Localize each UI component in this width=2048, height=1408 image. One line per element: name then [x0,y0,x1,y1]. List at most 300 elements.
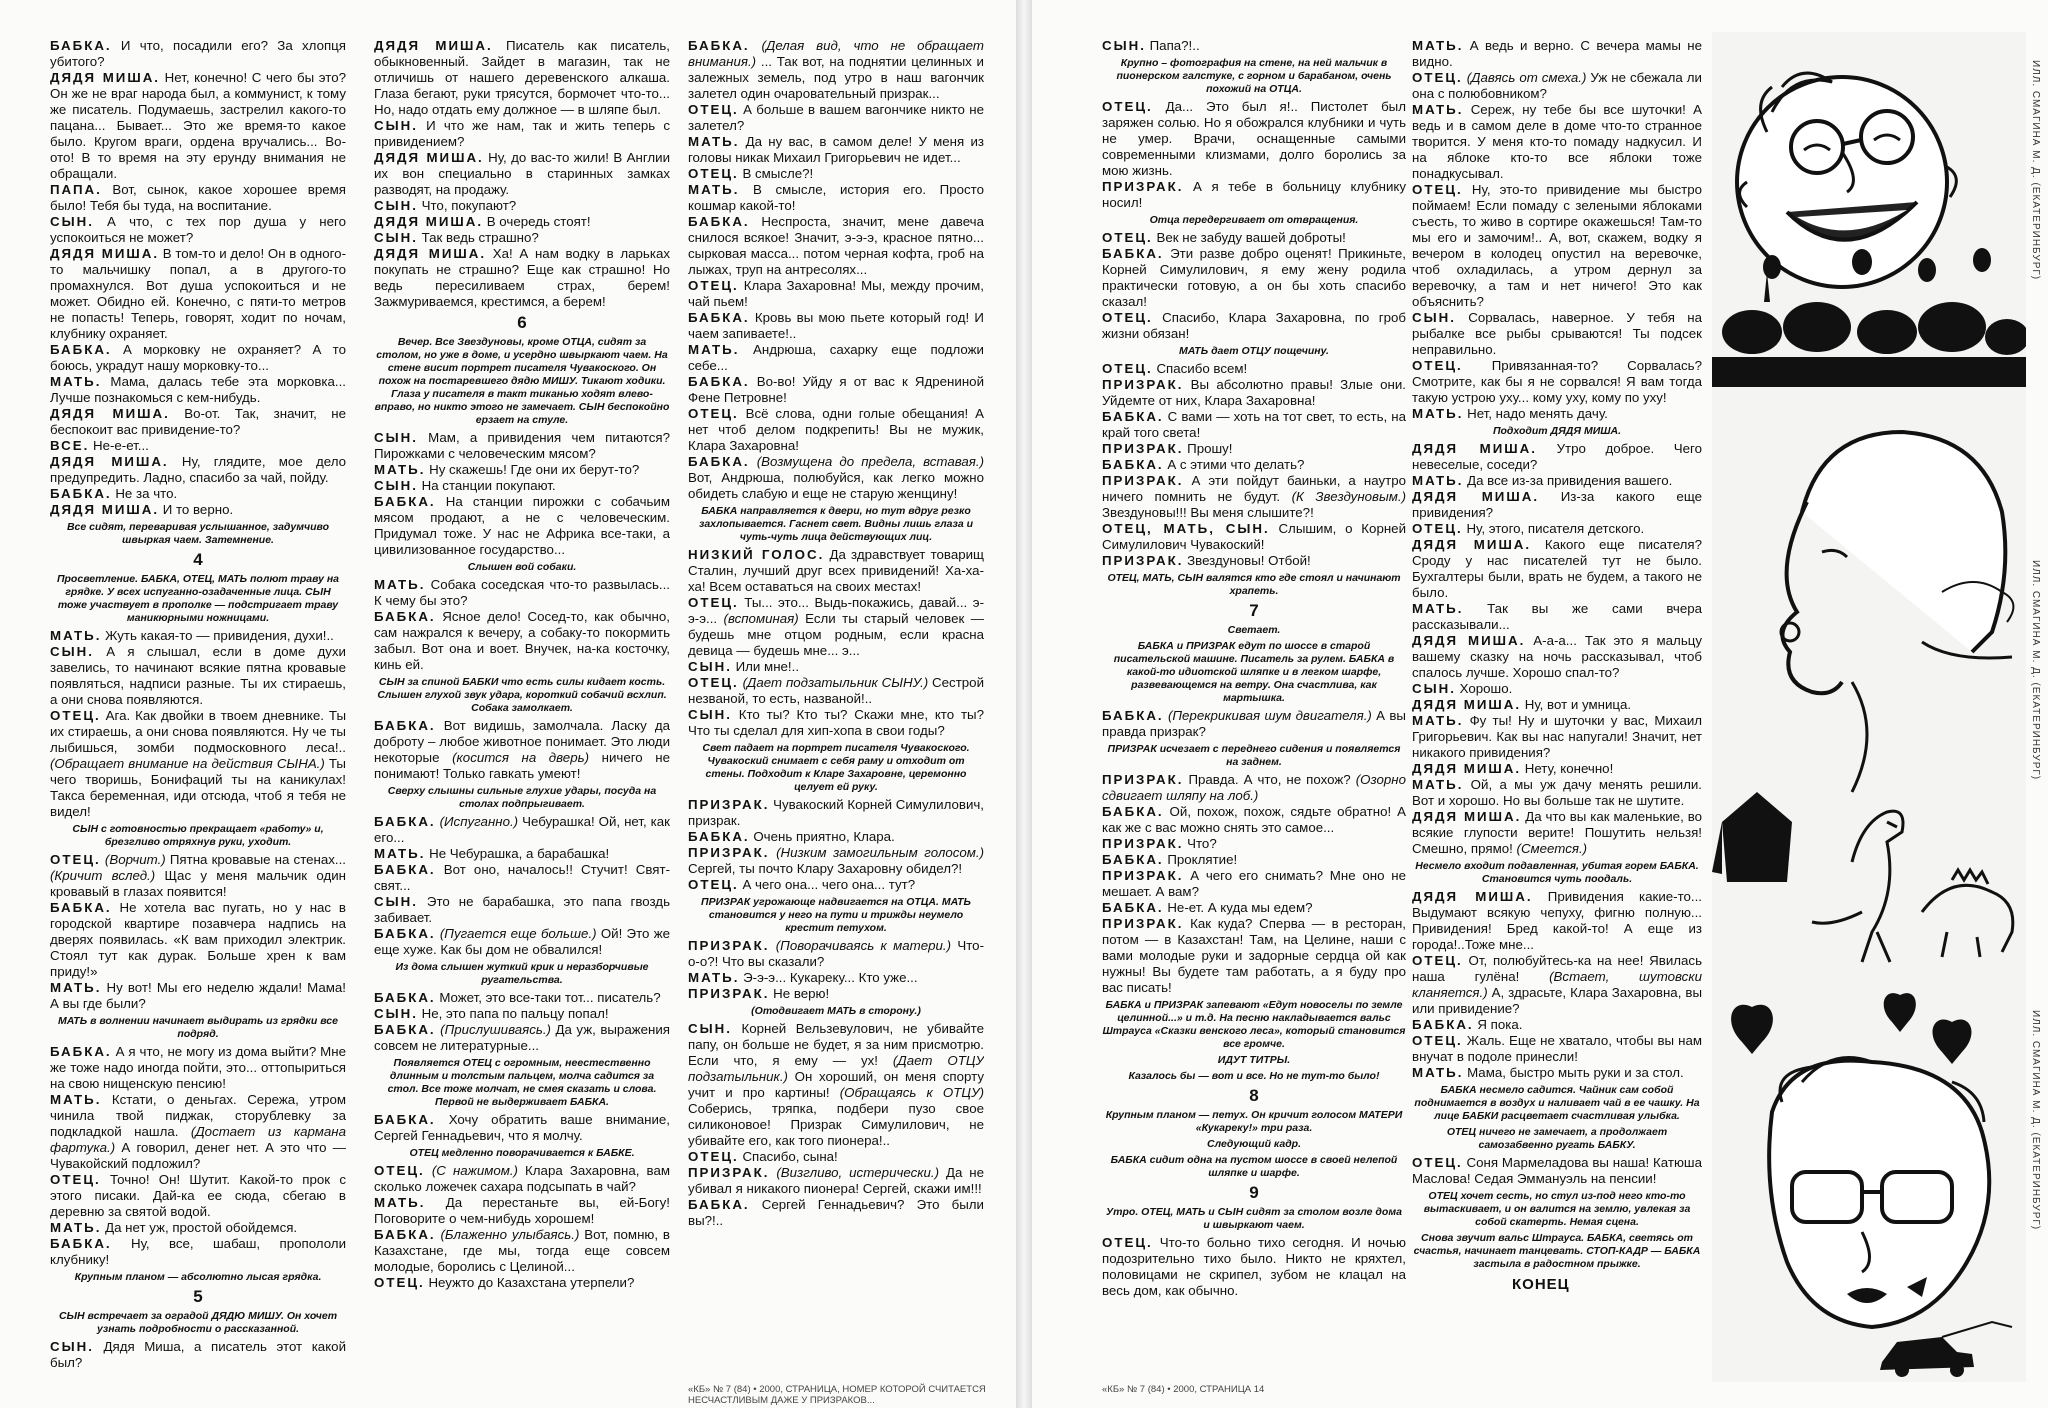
script-line [1102,708,1406,740]
speaker-name: МАТЬ. [1412,406,1464,421]
line-text: Да... Это был я!.. Пистолет был заряжен солью. Но я обожрался клубники и чуть не умер. Врачи, оснащенные самыми современными клизмами, долго боролись за мою жизнь. [1102,99,1406,178]
stage-direction: ПРИЗРАК угрожающе надвигается на ОТЦА. МАТЬ становится у него на пути и трижды неумело крестит петухом. [701,896,971,934]
line-text: Клара Захаровна, вам сколько ложечек сахара подсыпать в чай? [374,1163,670,1194]
script-line [50,644,346,708]
line-text: А ведь и верно. С вечера мамы не видно. [1412,38,1702,69]
line-text: Сестрой незваной, то есть, названой!.. [688,675,984,706]
script-line [50,486,346,502]
speaker-name: БАБКА. [1102,409,1164,424]
stage-direction-inline: (вспоминая) [723,611,799,626]
line-text: Андрюша, сахарку еще подложи себе... [688,342,984,373]
stage-direction-inline: (Обращает внимание на действия СЫНА.) [50,756,325,771]
script-line [374,150,670,198]
line-text: Ну, до вас-то жили! В Англии их вон специально в старинных замках разводят, на продажу. [374,150,670,197]
speaker-name: БАБКА. [688,38,750,53]
line-text: Ну, это-то привидение мы быстро поймаем! Если помаду с зелеными яблоками съесть, то живо в сортире окажешься! Там-то мы его и замочим!.. А, вот, скажем, водку я вечером в колодец опустил на веревочке, чтоб охладилась, а утром дернул за веревочку, а там и нет ничего! Это как объяснить? [1412,182,1702,309]
stage-direction-inline: (К Звездуновым.) [1291,489,1406,504]
script-line [1102,441,1406,457]
speaker-name: ОТЕЦ. [1412,358,1463,373]
speaker-name: ДЯДЯ МИША. [1412,489,1540,504]
speaker-name: ДЯДЯ МИША. [1412,889,1533,904]
line-text: Прошу! [1183,441,1233,456]
stage-direction: Крупным планом — абсолютно лысая грядка. [74,1271,322,1283]
stage-direction-inline: (Встает, шутовски кланяется.) [1412,969,1702,1000]
script-line [1102,852,1406,868]
speaker-name: БАБКА. [688,374,750,389]
script-line [50,1172,346,1220]
speaker-name: ДЯДЯ МИША. [1412,537,1532,552]
line-text: Так ведь страшно? [417,230,539,245]
script-line [688,38,984,102]
script-line [688,214,984,278]
speaker-name: ПРИЗРАК. [1102,377,1184,392]
script-line [50,374,346,406]
script-line [688,374,984,406]
line-text: Чебурашка! Ой, нет, как его... [374,814,670,845]
line-text: Неспроста, значит, мене давеча снилося всякое! Значит, э-э-э, красное пятно... сырковая масса... потом черная кофта, гроб на лыжах, труп на антресолях... [688,214,984,277]
speaker-name: ОТЕЦ. [688,595,739,610]
line-text: Ага. Как двойки в твоем дневнике. Ты их стираешь, а они снова появляются. Ну че ты лыбишься, зомби подмосковного леса!.. [50,708,346,755]
script-line [1102,38,1406,54]
line-text: А что, с тех пор душа у него успокоиться не может? [50,214,346,245]
speaker-name: ОТЕЦ. [1102,1235,1153,1250]
script-line [1102,868,1406,900]
speaker-name: ДЯДЯ МИША. [374,38,493,53]
stage-direction: БАБКА сидит одна на пустом шоссе в своей нелепой шляпке и шарфе. [1110,1154,1398,1179]
script-line [374,990,670,1006]
script-line [374,577,670,609]
scene-number: 7 [1249,601,1259,620]
illustration-credit-3: ИЛЛ. СМАГИНА М. Д. (ЕКАТЕРИНБУРГ) [2030,1010,2041,1231]
line-text: В очередь стоят! [483,214,591,229]
speaker-name: ПРИЗРАК. [688,938,770,953]
line-text: Да что вы как маленькие, во всякие глупости верите! Пошутить нельзя! Смешно, прямо! [1412,809,1702,856]
line-text: Писатель как писатель, обыкновенный. Зайдет в магазин, так не отличишь от нашего деревенского алкаша. Глаза бегают, руки трясутся, бормочет что-то... Но, надо отдать ему должное — в шляпе был. [374,38,670,117]
script-line [50,214,346,246]
speaker-name: МАТЬ. [688,970,740,985]
line-text: Что, покупают? [417,198,517,213]
script-line [1412,681,1702,697]
line-text: Кто ты? Кто ты? Скажи мне, кто ты? Что ты сделал для хип-хопа в свои годы? [688,707,984,738]
script-line [374,462,670,478]
stage-direction: Все сидят, переваривая услышанное, задумчиво швыркая чаем. Затемнение. [66,521,330,546]
line-text: Не Чебурашка, а барабашка! [425,846,610,861]
scene-number: 4 [193,550,203,569]
stage-direction-inline: (Прислушиваясь.) [435,1022,551,1037]
speaker-name: БАБКА. [50,342,112,357]
line-text: Как куда? Сперва — в ресторан, потом — в Казахстан! Там, на Целине, наши с вами молодые руки и задорные сердца ой как нужны! Вы будете там работать, а я буду про вас писать! [1102,916,1406,995]
script-line [374,118,670,150]
right-column-1 [1102,38,1406,1370]
line-text: Что-о-о?! Что вы сказали? [688,938,984,969]
speaker-name: ДЯДЯ МИША. [50,70,160,85]
speaker-name: ПРИЗРАК. [1102,868,1184,883]
stage-direction: МАТЬ в волнении начинает выдирать из грядки все подряд. [58,1015,338,1040]
script-line [1412,809,1702,857]
stage-direction: Крупно – фотография на стене, на ней мальчик в пионерском галстуке, с горном и барабаном, очень похожий на ОТЦА. [1116,57,1392,95]
script-line [374,1022,670,1054]
stage-direction-inline: (Возмущена до предела, вставая.) [749,454,984,469]
script-line [688,102,984,134]
line-text: На станции покупают. [417,478,556,493]
speaker-name: СЫН. [50,1339,94,1354]
speaker-name: БАБКА. [688,1197,750,1212]
speaker-name: СЫН. [374,230,418,245]
script-line [374,430,670,462]
script-line [374,718,670,782]
speaker-name: СЫН. [374,198,418,213]
speaker-name: БАБКА. [374,990,436,1005]
speaker-name: ОТЕЦ. [374,1275,425,1290]
stage-direction: ПРИЗРАК исчезает с переднего сидения и появляется на заднем. [1107,743,1401,768]
speaker-name: ДЯДЯ МИША. [1412,441,1537,456]
line-text: Сереж, ну тебе бы все шуточки! А ведь и в самом деле в доме что-то странное творится. У меня кто-то помаду надкусил. И на яблоке кто-то все яблоки тоже понадкусывал. [1412,102,1702,181]
stage-direction-inline: (Визгливо, истерически.) [769,1165,940,1180]
line-text: Так вы же сами вчера рассказывали... [1412,601,1702,632]
speaker-name: МАТЬ. [1412,601,1464,616]
speaker-name: ПРИЗРАК. [1102,179,1184,194]
stage-direction: Отца передергивает от отвращения. [1149,214,1359,226]
script-line [50,1044,346,1092]
line-text: Ты... это... Выдь-покажись, давай... э-э-э... [688,595,984,626]
stage-direction: СЫН с готовностью прекращает «работу» и, брезгливо отряхнув руки, уходит. [72,823,324,848]
line-text: А больше в вашем вагончике никто не залетел? [688,102,984,133]
speaker-name: СЫН. [374,478,418,493]
stage-direction: Крупным планом — петух. Он кричит голосом МАТЕРИ «Кукареку!» три раза. [1105,1109,1403,1134]
line-text: Вот, сынок, какое хорошее время было! Тебя бы туда, на воспитание. [50,182,346,213]
dinosaurs-drawing [1812,811,2013,962]
speaker-name: ОТЕЦ. [688,877,739,892]
line-text: Ну скажешь! Где они их берут-то? [425,462,640,477]
stage-direction-inline: (Блаженно улыбаясь.) [435,1227,580,1242]
stage-direction: БАБКА и ПРИЗРАК едут по шоссе в старой писательской машине. Писатель за рулем. БАБКА в какой-то идиотской шляпке и в легком шарфе, развевающемся на ветру. Она счастлива, как мартышка. [1113,640,1395,704]
speaker-name: ДЯДЯ МИША. [1412,809,1522,824]
illustration-credit-1: ИЛЛ. СМАГИНА М. Д. (ЕКАТЕРИНБУРГ) [2030,60,2041,281]
line-text: Жаль. Еще не хватало, чтобы вы нам внучат в подоле принесли! [1412,1033,1702,1064]
speaker-name: ПРИЗРАК. [688,797,770,812]
line-text: Пятна кровавые на стенах... [165,852,346,867]
script-line [50,502,346,518]
stage-direction-inline: (Ворчит.) [100,852,166,867]
line-text: Да здравствует товарищ Сталин, лучший друг всех привидений! Ха-ха-ха! Всем оставаться на своих местах! [688,547,984,594]
line-text: В том-то и дело! Он в одного-то мальчишку попал, а в другого-то промахнулся. Вот душа успокоиться и не может. Обидно ей. Конечно, с пяти-то метров не попасть! Теперь, говорят, ходит по ночам, клубнику охраняет. [50,246,346,341]
speaker-name: БАБКА. [374,1112,436,1127]
stage-direction: БАБКА несмело садится. Чайник сам собой поднимается в воздух и наливает чай в ее чашку. На лице БАБКИ расцветает счастливая улыбка. [1414,1084,1700,1122]
line-text: Во-во! Уйду я от вас к Ядрениной Фене Петровне! [688,374,984,405]
script-line [374,894,670,926]
line-text: Да перестаньте вы, ей-Богу! Поговорите о чем-нибудь хорошем! [374,1195,670,1226]
left-page [0,0,1016,1408]
line-text: Сорвалась, наверное. У тебя на рыбалке все рыбы срываются! Ты подсек неправильно. [1412,310,1702,357]
caricature-illustrations [1712,32,2026,1382]
speaker-name: ДЯДЯ МИША. [374,246,487,261]
script-line [688,845,984,877]
stage-direction: ОТЕЦ, МАТЬ, СЫН валятся кто где стоял и начинают храпеть. [1107,572,1401,597]
line-text: Слышим, о Корней Симулилович Чувакоский! [1102,521,1406,552]
line-text: Ой! Это же еще хуже. Как бы дом не обвалился! [374,926,670,957]
speaker-name: БАБКА. [1102,708,1164,723]
script-line [374,814,670,846]
script-line [1102,246,1406,310]
script-line [688,134,984,166]
script-line [1412,697,1702,713]
line-text: Во-от. Так, значит, не беспокоит вас привидение-то? [50,406,346,437]
line-text: Или мне!.. [731,659,800,674]
script-line [1102,377,1406,409]
speaker-name: ПРИЗРАК. [1102,916,1184,931]
speaker-name: СЫН. [50,644,94,659]
stage-direction: МАТЬ дает ОТЦУ пощечину. [1179,345,1329,357]
line-text: Всё слова, одни голые обещания! А нет чтоб делом подкрепить! Вы не мужик, Клара Захаровна! [688,406,984,453]
stage-direction: Подходит ДЯДЯ МИША. [1492,425,1622,437]
script-line [1412,182,1702,310]
script-line [374,846,670,862]
script-line [1412,889,1702,953]
script-line [50,342,346,374]
speaker-name: ОТЕЦ. [688,278,739,293]
line-text: А вы правда призрак? [1102,708,1406,739]
line-text: Век не забуду вашей доброты! [1152,230,1346,245]
stage-direction: Утро. ОТЕЦ, МАТЬ и СЫН сидят за столом возле дома и швыркают чаем. [1106,1206,1402,1231]
line-text: Сергей, ты почто Клару Захаровну обидел?! [688,861,963,876]
speaker-name: БАБКА. [374,814,436,829]
speaker-name: МАТЬ. [374,462,426,477]
stage-direction-inline: (Делая вид, что не обращает внимания.) [688,38,984,69]
script-line [688,166,984,182]
script-line [374,230,670,246]
speaker-name: БАБКА. [50,38,112,53]
speaker-name: БАБКА. [1412,1017,1474,1032]
stage-direction: (Отодвигает МАТЬ в сторону.) [751,1005,921,1017]
speaker-name: МАТЬ. [50,1092,102,1107]
line-text: В смысле?! [738,166,814,181]
script-line [688,406,984,454]
line-text: Уж не сбежала ли она с полюбовником? [1412,70,1702,101]
script-line [50,628,346,644]
line-text: Это не барабашка, это папа гвоздь забивает. [374,894,670,925]
line-text: Правда. А что, не похож? [1183,772,1356,787]
speaker-name: БАБКА. [50,486,112,501]
script-line [688,342,984,374]
script-line [688,877,984,893]
line-text: Папа?!.. [1145,38,1200,53]
speaker-name: МАТЬ. [1412,473,1464,488]
line-text: Вот оно, началось!! Стучит! Свят-свят... [374,862,670,893]
script-line [1412,489,1702,521]
line-text: Что-то больно тихо сегодня. И ночью подозрительно тихо было. Никто не кряхтел, половицами не скрипел, зубом не клацал на весь дом, как обычно. [1102,1235,1406,1298]
speaker-name: БАБКА. [50,1236,112,1251]
speaker-name: БАБКА. [374,609,436,624]
line-text: Фу ты! Ну и шуточки у вас, Михаил Григорьевич. Как вы нас напугали! Значит, нет никакого привидения? [1412,713,1702,760]
stage-direction: Появляется ОТЕЦ с огромным, неестественно длинным и толстым пальцем, молча садится за стол. Все тоже молчат, не смея сказать и слова. Первой не выдерживает БАБКА. [387,1057,657,1108]
speaker-name: СЫН. [374,894,418,909]
line-text: Да ну вас, в самом деле! У меня из головы никак Михаил Григорьевич не идет... [688,134,984,165]
speaker-name: МАТЬ. [1412,713,1464,728]
speaker-name: МАТЬ. [1412,777,1464,792]
speaker-name: МАТЬ. [688,134,740,149]
line-text: Спасибо всем! [1152,361,1248,376]
stage-direction: Казалось бы — вот и все. Но не тут-то было! [1128,1070,1380,1082]
line-text: Неужто до Казахстана утерпели? [424,1275,635,1290]
script-line [688,1197,984,1229]
line-text: Звездуновы! Отбой! [1183,553,1311,568]
speaker-name: ДЯДЯ МИША. [50,502,160,517]
speaker-name: БАБКА. [374,926,436,941]
speaker-name: ОТЕЦ. [688,406,739,421]
line-text: Собака соседская что-то развылась... К чему бы это? [374,577,670,608]
line-text: ... Так вот, на поднятии целинных и залежных земель, под утро в наш вагончик залетел один очаровательный призрак... [688,54,984,101]
line-text: В смысле, история его. Просто кошмар какой-то! [688,182,984,213]
scene-number: 5 [193,1287,203,1306]
speaker-name: БАБКА. [374,494,436,509]
script-line [1412,70,1702,102]
script-line [374,246,670,310]
speaker-name: ДЯДЯ МИША. [1412,761,1522,776]
script-line [688,1165,984,1197]
speaker-name: ОТЕЦ. [50,708,101,723]
script-line [688,454,984,502]
stage-direction: СЫН встречает за оградой ДЯДЮ МИШУ. Он хочет узнать подробности о рассказанной. [58,1310,338,1335]
script-line [374,1163,670,1195]
line-text: Кровь вы мою пьете который год! И чаем запиваете!.. [688,310,984,341]
line-text: Звездуновы!!! Вы меня слышите?! [1102,505,1314,520]
script-line [688,938,984,970]
script-line [374,38,670,118]
line-text: Дядя Миша, а писатель этот какой был? [50,1339,346,1370]
line-text: Клара Захаровна! Мы, между прочим, чай пьем! [688,278,984,309]
stage-direction-inline: (Дает ОТЦУ подзатыльник.) [688,1053,984,1084]
line-text: Соня Мармеладова вы наша! Катюша Маслова! Седая Эммануэль на пенсии! [1412,1155,1702,1186]
line-text: Ой, похож, похож, сядьте обратно! А как же с вас можно снять это самое... [1102,804,1406,835]
script-line [1102,310,1406,342]
line-text: Хорошо. [1455,681,1513,696]
speaker-name: ПРИЗРАК. [688,986,770,1001]
speaker-name: ДЯДЯ МИША. [374,150,484,165]
speaker-name: ПРИЗРАК. [1102,772,1184,787]
stage-direction: Несмело входит подавленная, убитая горем БАБКА. Становится чуть поодаль. [1415,860,1699,885]
stage-direction: ОТЕЦ медленно поворачивается к БАБКЕ. [409,1147,635,1159]
line-text: Какого еще писателя? Сроду у нас писателей тут не было. Бухгалтеры были, врать не будем, а такого не было. [1412,537,1702,600]
speaker-name: СЫН. [374,1006,418,1021]
speaker-name: МАТЬ. [50,1220,102,1235]
script-line [1412,473,1702,489]
line-text: А я что, не могу из дома выйти? Мне же тоже надо иногда пойти, это... оттопыриться на свою нищенскую пенсию! [50,1044,346,1091]
line-text: Привидения какие-то... Выдумают всякую чепуху, фигню полную... Привидения! Бред какой-то! А еще из города!..Тоже мне... [1412,889,1702,952]
stage-direction-inline: (Дает подзатыльник СЫНУ.) [738,675,929,690]
line-text: Если ты старый человек — будешь мне отцом родным, если красна девица — будешь мне... э... [688,611,984,658]
stage-direction: Слышен вой собаки. [467,561,577,573]
scene-number: 9 [1249,1183,1259,1202]
script-line [1412,953,1702,1017]
speaker-name: БАБКА. [688,310,750,325]
script-line [1412,521,1702,537]
line-text: А эти пойдут баиньки, а наутро ничего помнить не будут. [1102,473,1406,504]
script-line [50,406,346,438]
line-text: А чего она... чего она... тут? [738,877,916,892]
stage-direction-inline: (С нажимом.) [424,1163,518,1178]
left-column-2 [374,38,670,1370]
speaker-name: ОТЕЦ. [50,1172,101,1187]
stage-direction: Вечер. Все Звездуновы, кроме ОТЦА, сидят за столом, но уже в доме, и усердно швыркают чаем. На стене висит портрет писателя Чувакоского. Он похож на постаревшего дядю МИШУ. Тикают ходики. Глаза у писателя в такт тиканью ходят влево-вправо, но никто этого не замечает. СЫН беспокойно ерзает на стуле. [374,336,670,426]
script-line [1102,179,1406,211]
line-text: Я пока. [1473,1017,1523,1032]
script-line [374,1006,670,1022]
script-line [1102,473,1406,521]
line-text: Мам, а привидения чем питаются? Пирожками с человеческим мясом? [374,430,670,461]
line-text: А я тебе в больницу клубнику носил! [1102,179,1406,210]
speaker-name: ОТЕЦ. [50,852,101,867]
speaker-name: СЫН. [1412,310,1456,325]
speaker-name: ОТЕЦ. [1102,361,1153,376]
line-text: С вами — хоть на тот свет, то есть, на край того света! [1102,409,1406,440]
stage-direction-inline: (Низким замогильным голосом.) [769,845,984,860]
script-line [50,900,346,980]
script-line [688,707,984,739]
stage-direction: Следующий кадр. [1206,1138,1302,1150]
line-text: Корней Вельзевулович, не убивайте папу, он больше не будет, я за ним присмотрю. Если что, я ему — ух! [688,1021,984,1068]
speaker-name: МАТЬ. [1412,102,1464,117]
speaker-name: ДЯДЯ МИША. [50,246,160,261]
line-text: И что же нам, так и жить теперь с привидением? [374,118,670,149]
scene-number: 6 [517,313,527,332]
script-line [50,70,346,182]
line-text: Не-е-ет... [89,438,149,453]
script-line [688,970,984,986]
script-line [688,278,984,310]
speaker-name: ОТЕЦ. [1102,310,1153,325]
strawberry-plants-drawing [1712,248,2026,387]
line-text: Точно! Он! Шутит. Какой-то прок с этого писаки. Дай-ка ее сюда, сбегаю в деревню за святой водой. [50,1172,346,1219]
line-text: Ну, все, шабаш, пропололи клубнику! [50,1236,346,1267]
script-line [374,926,670,958]
line-text: Вот видишь, замолчала. Ласку да доброту – любое животное понимает. Это люди некоторые [374,718,670,765]
script-line [1412,1155,1702,1187]
speaker-name: ДЯДЯ МИША. [50,406,170,421]
illustration-credit-2: ИЛЛ. СМАГИНА М. Д. (ЕКАТЕРИНБУРГ) [2030,560,2041,781]
speaker-name: БАБКА. [1102,457,1164,472]
line-text: Может, это все-таки тот... писатель? [435,990,661,1005]
line-text: Ну, глядите, мое дело предупредить. Ладно, спасибо за чай, пойду. [50,454,346,485]
line-text: Э-э-э... Кукареку... Кто уже... [739,970,918,985]
old-woman-drawing [1769,1058,1989,1328]
speaker-name: ОТЕЦ. [1102,99,1153,114]
line-text: Очень приятно, Клара. [749,829,895,844]
speaker-name: ПРИЗРАК. [1102,441,1184,456]
speaker-name: БАБКА. [374,862,436,877]
line-text: Да все из-за привидения вашего. [1463,473,1673,488]
speaker-name: НИЗКИЙ ГОЛОС. [688,547,825,562]
stage-direction-inline: (Озорно сдвигает шляпу на лоб.) [1102,772,1406,803]
script-line [50,852,346,900]
line-text: Эти разве добро оценят! Прикиньте, Корней Симулилович, я ему жену родила практически готовую, а он бы хоть спасибо сказал! [1102,246,1406,309]
left-column-3 [688,38,984,1370]
speaker-name: ОТЕЦ. [374,1163,425,1178]
line-text: Ха! А нам водку в ларьках покупать не страшно? Еще как страшно! Но ведь пересиливаем страх, берем! Зажмуриваемся, крестимся, а берем! [374,246,670,309]
stage-direction: ОТЕЦ ничего не замечает, а продолжает самозабвенно ругать БАБКУ. [1446,1126,1668,1151]
script-line [50,980,346,1012]
script-line [374,198,670,214]
stage-direction-inline: (Испуганно.) [435,814,519,829]
script-line [688,182,984,214]
speaker-name: БАБКА. [374,1227,436,1242]
speaker-name: МАТЬ. [688,182,740,197]
script-line [374,862,670,894]
line-text: А чего его снимать? Мне оно не мешает. А вам? [1102,868,1406,899]
speaker-name: БАБКА. [1102,804,1164,819]
speaker-name: ОТЕЦ. [1412,521,1463,536]
speaker-name: ОТЕЦ, МАТЬ, СЫН. [1102,521,1270,536]
line-text: Вы абсолютно правы! Злые они. Уйдемте от них, Клара Захаровна! [1102,377,1406,408]
